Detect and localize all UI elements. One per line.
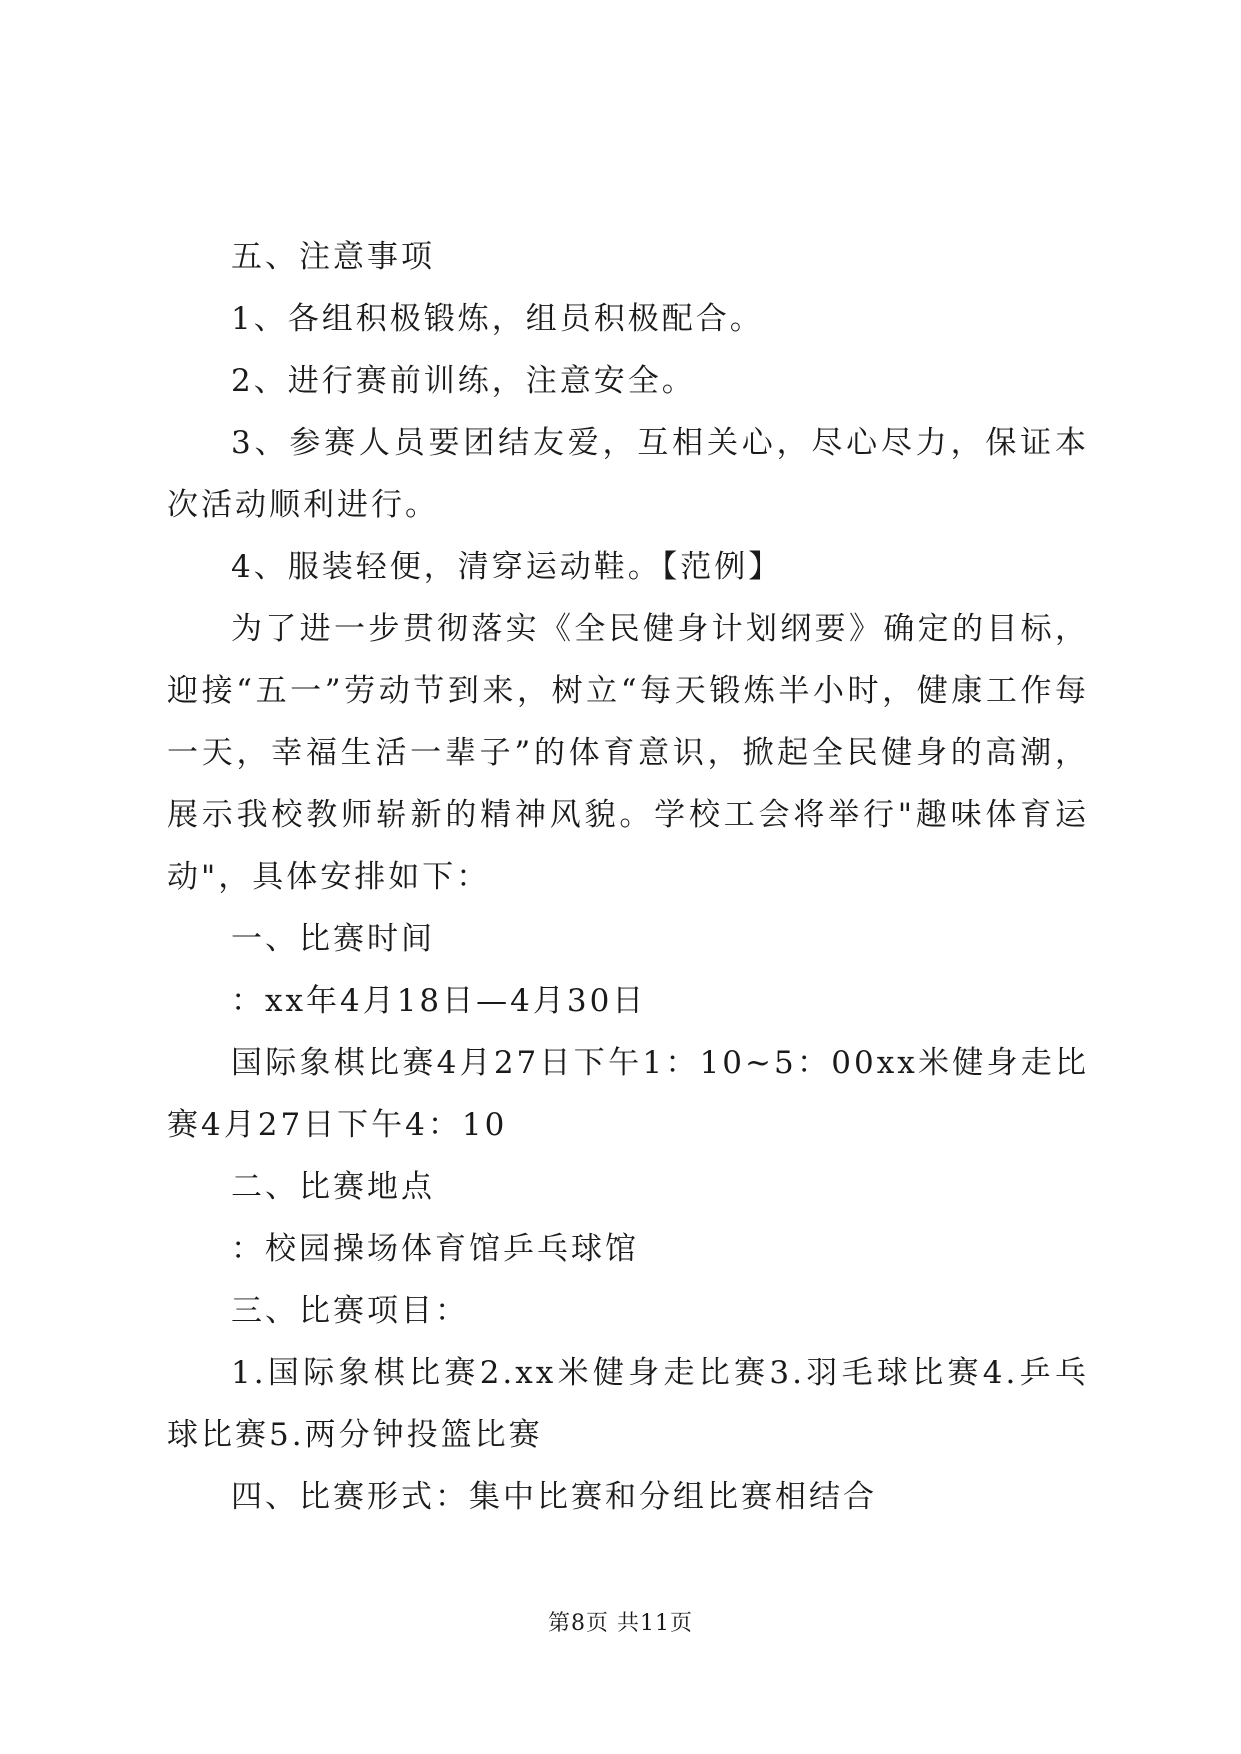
section-heading-time: 一、比赛时间 xyxy=(231,921,435,957)
section-heading-location: 二、比赛地点 xyxy=(231,1169,435,1205)
section-heading-precautions: 五、注意事项 xyxy=(231,239,435,275)
location-details: ：校园操场体育馆乒乓球馆 xyxy=(231,1231,639,1267)
precaution-item-3: 3、参赛人员要团结友爱，互相关心，尽心尽力，保证本次活动顺利进行。 xyxy=(167,425,1089,523)
precaution-item-1: 1、各组积极锻炼，组员积极配合。 xyxy=(231,301,764,337)
page-number-footer: 第8页 共11页 xyxy=(548,1611,693,1636)
precaution-item-2: 2、进行赛前训练，注意安全。 xyxy=(231,363,696,399)
schedule-details: 国际象棋比赛4月27日下午1：10~5：00xx米健身走比赛4月27日下午4：10 xyxy=(167,1045,1089,1143)
intro-paragraph: 为了进一步贯彻落实《全民健身计划纲要》确定的目标，迎接“五一”劳动节到来，树立“每天锻炼半小时，健康工作每一天，幸福生活一辈子”的体育意识，掀起全民健身的高潮，展示我校教师崭新的精神风貌。学校工会将举行"趣味体育运动"，具体安排如下： xyxy=(167,611,1089,895)
section-heading-events: 三、比赛项目： xyxy=(231,1293,469,1329)
event-list: 1.国际象棋比赛2.xx米健身走比赛3.羽毛球比赛4.乒乓球比赛5.两分钟投篮比赛 xyxy=(167,1355,1089,1453)
document-body xyxy=(167,226,1089,1528)
precaution-item-4: 4、服装轻便，清穿运动鞋。【范例】 xyxy=(231,549,783,585)
section-heading-format: 四、比赛形式：集中比赛和分组比赛相结合 xyxy=(231,1479,877,1515)
time-range: ：xx年4月18日—4月30日 xyxy=(231,983,647,1019)
